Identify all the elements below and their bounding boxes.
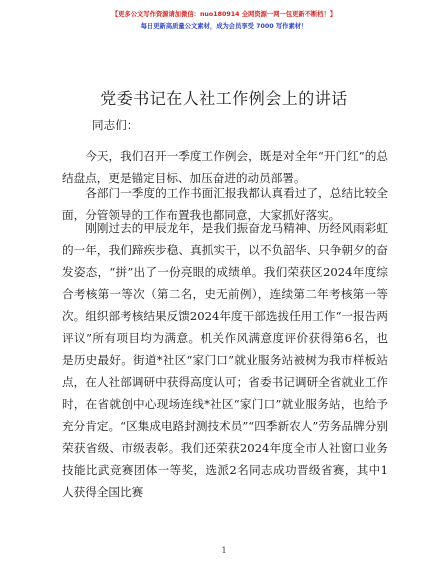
document-title: 党委书记在人社工作例会上的讲话 [100, 89, 348, 108]
paragraph-text: 各部门一季度的工作书面汇报我都认真看过了，总结比较全面，分管领导的工作布置我也都同意，大家抓好落实。 [62, 186, 388, 222]
paragraph-text: 刚刚过去的甲辰龙年，是我们振奋龙马精神、历经风雨彩虹的一年，我们蹄疾步稳、真抓实干，以不负韶华、只争朝夕的奋发姿态，“拼”出了一份亮眼的成绩单。我们荣获区2024年度综合考核第一等次（第二名，史无前例），连续第二年考核第一等次。组织部考核结果反馈2024年度干部选拔任用工作“一报告两评议”所有项目均为满意。机关作风满意度评价获得第6名，也是历史最好。街道*社区“家门口”就业服务站被树为我市样板站点，在人社部调研中获得高度认可；省委书记调研全省就业工作时，在省就创中心现场连线*社区“家门口”就业服务站，也给予充分肯定。“区集成电路封测技术员”“四季新农人”劳务品牌分别荣获省级、市级表彰。我们还荣获2024年度全市人社窗口业务技能比武竞赛团体一等奖，选派2名同志成功晋级省赛，其中1人获得全国比赛 [62, 221, 388, 499]
paragraph-3 [62, 217, 388, 503]
paragraph-text: 今天，我们召开一季度工作例会，既是对全年“开门红”的总结盘点，更是锚定目标、加压奋进的动员部署。 [62, 149, 388, 185]
greeting: 同志们： [92, 118, 139, 132]
promo-banner-line-2: 每日更新高质量公文素材，成为会员享受 7000 写作素材！ [140, 23, 308, 30]
promo-banner-line-1: 【更多公文写作资源请加微信：nuo180914 全网资源一网一包更新不断档！】 [111, 11, 337, 18]
page-number: 1 [221, 546, 227, 555]
